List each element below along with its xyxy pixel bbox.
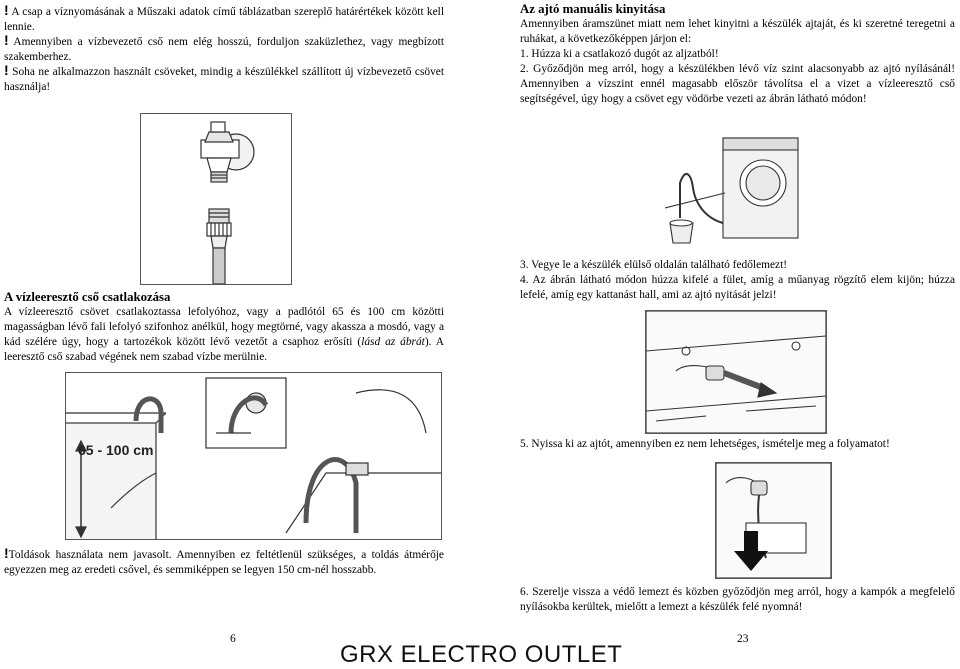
- note-pressure: [4, 3, 444, 35]
- drain-figure-reference: lásd az ábrát: [361, 336, 425, 348]
- note-new-hose-text: Soha ne alkalmazzon használt csöveket, mindig a készülékkel szállított új vízbevezető csövet használja!: [4, 66, 444, 93]
- step-1: 1. Húzza ki a csatlakozó dugót az aljzatból!: [520, 48, 719, 60]
- warning-icon: !: [4, 545, 9, 561]
- extension-note-text: Toldások használata nem javasolt. Amennyiben ez feltétlenül szükséges, a toldás átmérője egyezzen meg az eredeti csővel, és semmiképpen se legyen 150 cm-nél hosszabb.: [4, 549, 444, 576]
- pull-down-figure: [715, 462, 832, 579]
- drain-text-part2: ). A leeresztő cső szabad végének nem szabad vízbe merülnie.: [4, 336, 445, 363]
- drain-title: A vízleeresztő cső csatlakozása: [4, 290, 171, 304]
- extension-note: [4, 546, 444, 578]
- bucket-figure: [665, 128, 800, 246]
- footer-watermark: GRX ELECTRO OUTLET: [340, 641, 623, 668]
- warning-icon: !: [4, 62, 9, 78]
- drain-text-part1: A vízleeresztő csövet csatlakoztassa lefolyóhoz, vagy a padlótól 65 és 100 cm közötti magasságban lévő fali lefolyó szifonhoz anélkül, hogy megtörné, vagy akassza a mosdó, vagy a kád szélére úgy, hogy a tartozékok között lévő vezetőt a csaphoz erősíti (: [4, 306, 444, 348]
- note-hose-length-text: Amennyiben a vízbevezető cső nem elég hosszú, forduljon szaküzlethez, vagy megbízott szakemberhez.: [4, 36, 445, 63]
- door-title: Az ajtó manuális kinyitása: [520, 2, 666, 16]
- step-4: 4. Az ábrán látható módon húzza kifelé a fület, amíg a műanyag rögzítő elem kijön; húzza lefelé, amíg egy kattanást hall, ami az ajtó nyitását jelzi!: [520, 274, 955, 301]
- drain-hose-figure: [65, 372, 442, 540]
- note-hose-length: [4, 33, 444, 65]
- drain-text: [4, 305, 444, 365]
- warning-icon: !: [4, 32, 9, 48]
- door-intro: Amennyiben áramszünet miatt nem lehet kinyitni a készülék ajtaját, és ki szeretné teregetni a ruhákat, a következőképpen járjon el:: [520, 18, 955, 45]
- warning-icon: !: [4, 2, 9, 18]
- panel-tab-figure: [645, 310, 827, 434]
- height-range-label: 65 - 100 cm: [78, 442, 154, 458]
- step-2: 2. Győződjön meg arról, hogy a készülékben lévő víz szint alacsonyabb az ajtó nyílásánál! Amennyiben a vízszint ennél magasabb először távolítsa el a vizet a vízleeresztő cső segítségével, úgy hogy a csövet egy vödörbe vezeti az ábrán látható módon!: [520, 63, 955, 105]
- step-5: 5. Nyissa ki az ajtót, amennyiben ez nem lehetséges, ismételje meg a folyamatot!: [520, 438, 890, 450]
- page-number-left: 6: [230, 633, 236, 645]
- step-3: 3. Vegye le a készülék elülső oldalán található fedőlemezt!: [520, 259, 788, 271]
- page-number-right: 23: [737, 633, 749, 645]
- note-pressure-text: A csap a víznyomásának a Műszaki adatok című táblázatban szereplő határértékek között kell lennie.: [4, 6, 445, 33]
- note-new-hose: [4, 63, 444, 95]
- inlet-hose-figure: [140, 113, 292, 285]
- step-6: 6. Szerelje vissza a védő lemezt és közben győződjön meg arról, hogy a kampók a megfelelő nyílásokba kerültek, mielőtt a lemezt a készülék felé nyomná!: [520, 586, 955, 613]
